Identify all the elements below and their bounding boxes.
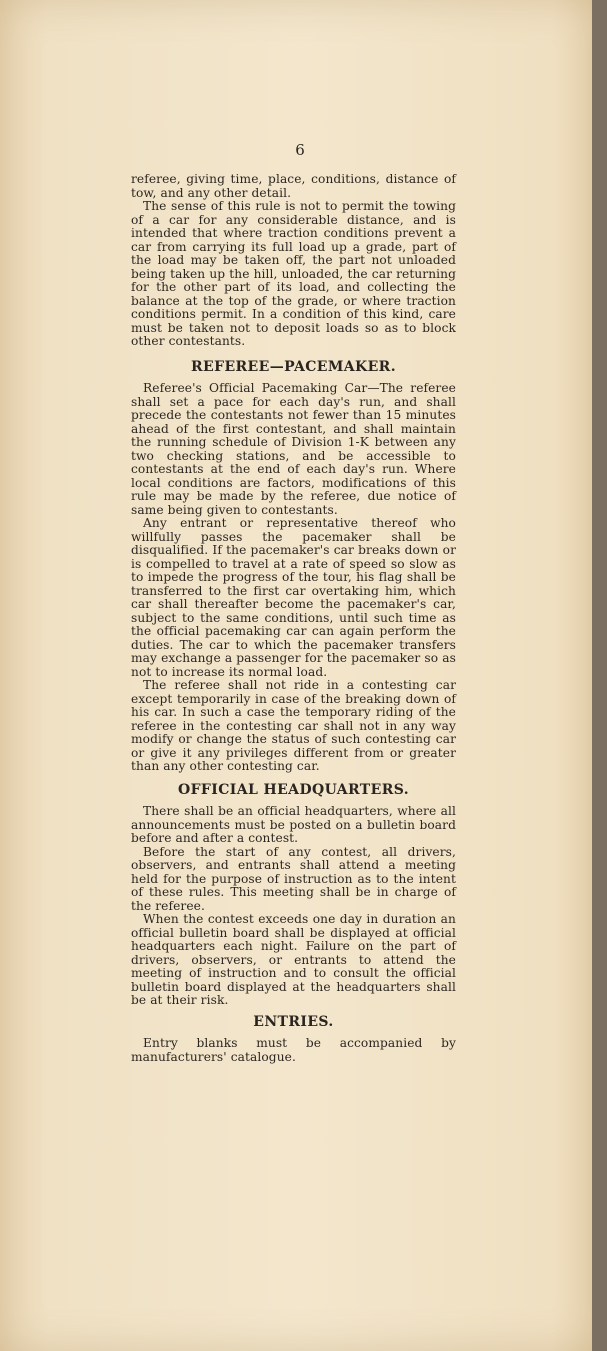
intro-paragraph: referee, giving time, place, conditions, distance of tow, and any other detail. [131, 172, 456, 200]
page-body [131, 173, 456, 1064]
page-edge-binding [592, 0, 607, 1351]
page-number: 6 [295, 141, 305, 159]
section-paragraph: Before the start of any contest, all drivers, observers, and entrants shall attend a meeting held for the purpose of instruction as to the intent of these rules. This meeting shall be in charge of the referee. [131, 844, 456, 913]
section-heading-referee-pacemaker: REFEREE—PACEMAKER. [191, 358, 396, 375]
intro-paragraph: The sense of this rule is not to permit the towing of a car for any considerable distance, and is intended that where traction conditions prevent a car from carrying its full load up a grade, part of the load may be taken off, the part not unloaded being taken up the hill, unloaded, the car returning for the other part of its load, and collecting the balance at the top of the grade, or where traction conditions permit. In a condition of this kind, care must be taken not to deposit loads so as to block other contestants. [131, 199, 456, 348]
section-heading-entries: ENTRIES. [253, 1013, 334, 1030]
section-paragraph: Entry blanks must be accompanied by manufacturers' catalogue. [131, 1036, 456, 1064]
section-paragraph: There shall be an official headquarters, where all announcements must be posted on a bulletin board before and after a contest. [131, 804, 456, 845]
section-paragraph: Referee's Official Pacemaking Car—The referee shall set a pace for each day's run, and shall precede the contestants not fewer than 15 minutes ahead of the first contestant, and shall maintain the running schedule of Division 1-K between any two checking stations, and be accessible to contestants at the end of each day's run. Where local conditions are factors, modifications of this rule may be made by the referee, due notice of same being given to contestants. [131, 381, 456, 517]
section-paragraph: When the contest exceeds one day in duration an official bulletin board shall be displayed at official headquarters each night. Failure on the part of drivers, observers, or entrants to attend the meeting of instruction and to consult the official bulletin board displayed at the headquarters shall be at their risk. [131, 912, 456, 1007]
section-heading-official-headquarters: OFFICIAL HEADQUARTERS. [177, 781, 410, 798]
section-paragraph: Any entrant or representative thereof who willfully passes the pacemaker shall be disqualified. If the pacemaker's car breaks down or is compelled to travel at a rate of speed so slow as to impede the progress of the tour, his flag shall be transferred to the first car overtaking him, which car shall thereafter become the pacemaker's car, subject to the same conditions, until such time as the official pacemaking car can again perform the duties. The car to which the pacemaker transfers may exchange a passenger for the pacemaker so as not to increase its normal load. [131, 516, 456, 679]
section-paragraph: The referee shall not ride in a contesting car except temporarily in case of the breaking down of his car. In such a case the temporary riding of the referee in the contesting car shall not in any way modify or change the status of such contesting car or give it any privileges different from or greater than any other contesting car. [131, 678, 456, 773]
